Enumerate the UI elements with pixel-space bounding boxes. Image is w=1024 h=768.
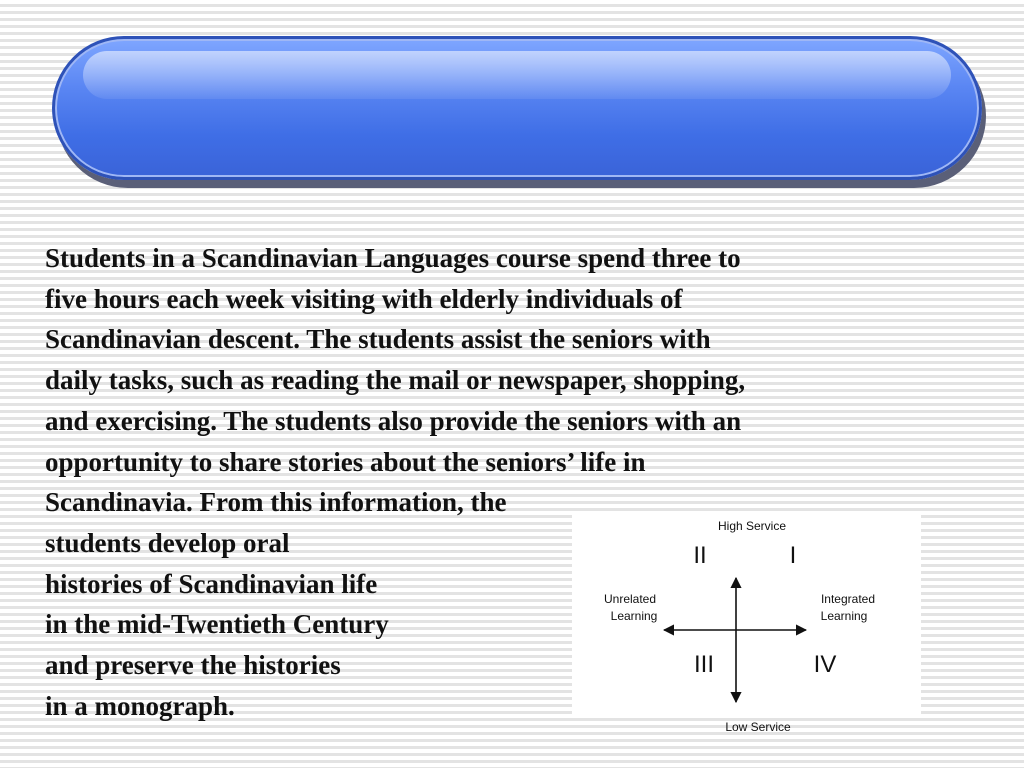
- paragraph-line: Scandinavia. From this information, the: [45, 487, 507, 518]
- quadrant-i-label: I: [789, 542, 797, 569]
- paragraph-line: in a monograph.: [45, 690, 235, 721]
- learning-left-label: Learning: [610, 609, 658, 623]
- low-service-label: Low Service: [725, 720, 791, 734]
- title-bar: [52, 36, 982, 180]
- paragraph-line: opportunity to share stories about the seniors’ life in: [45, 446, 646, 477]
- title-gloss: [83, 51, 951, 99]
- quadrant-diagram: [572, 512, 921, 716]
- learning-right-label: Learning: [820, 609, 868, 623]
- quadrant-iv-label: IV: [813, 651, 837, 678]
- paragraph-line: Scandinavian descent. The students assist the seniors with: [45, 324, 711, 355]
- paragraph-line: and preserve the histories: [45, 650, 341, 681]
- unrelated-label: Unrelated: [603, 592, 657, 606]
- quadrant-ii-label: II: [693, 542, 707, 569]
- paragraph-line: five hours each week visiting with elderly individuals of: [45, 283, 683, 314]
- integrated-label: Integrated: [820, 592, 876, 606]
- paragraph-line: Students in a Scandinavian Languages course spend three to: [45, 243, 741, 273]
- paragraph-line: histories of Scandinavian life: [45, 568, 378, 599]
- paragraph-line: daily tasks, such as reading the mail or newspaper, shopping,: [45, 365, 746, 396]
- quadrant-iii-label: III: [693, 651, 714, 678]
- high-service-label: High Service: [717, 519, 787, 533]
- paragraph-line: and exercising. The students also provide the seniors with an: [45, 405, 742, 436]
- paragraph-line: students develop oral: [45, 527, 290, 558]
- paragraph-line: in the mid-Twentieth Century: [45, 609, 389, 640]
